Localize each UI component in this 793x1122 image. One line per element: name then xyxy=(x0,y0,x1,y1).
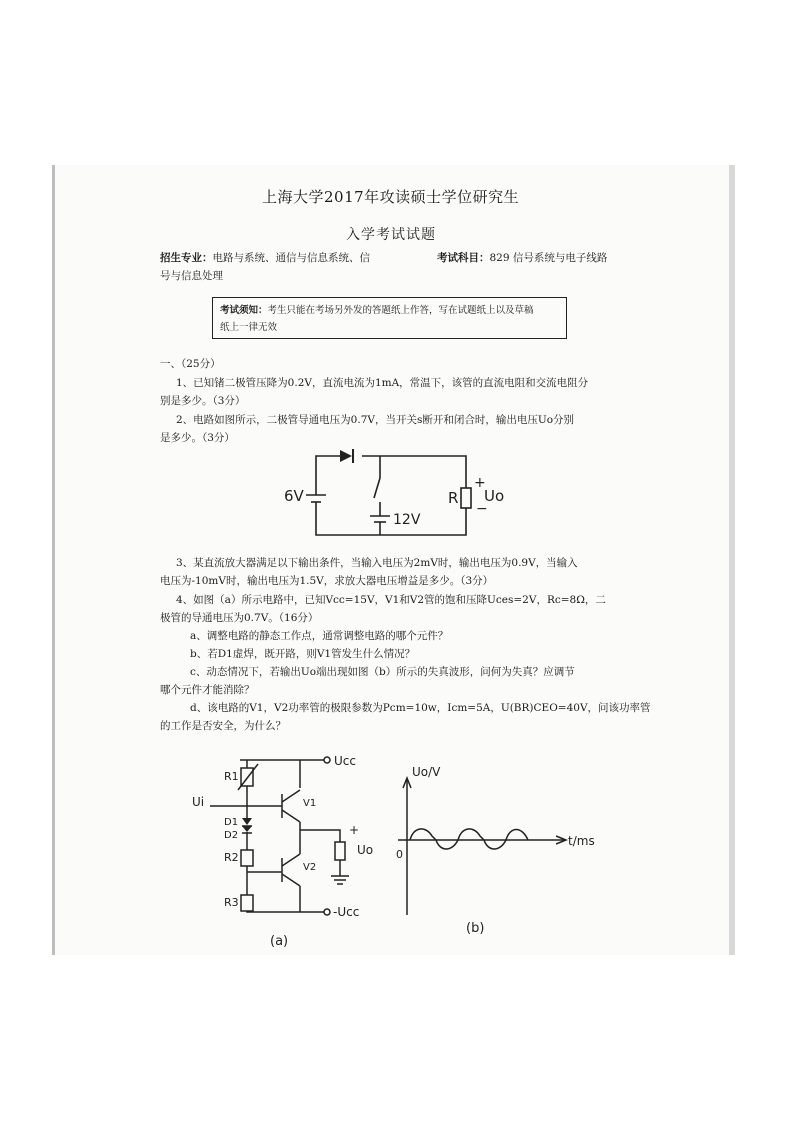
q3-line-1: 3、某直流放大器满足以下输出条件，当输入电压为2mV时，输出电压为0.9V，当输入 xyxy=(176,557,578,569)
exam-title: 上海大学2017年攻读硕士学位研究生 xyxy=(262,188,520,206)
subject-value: 829 信号系统与电子线路 xyxy=(489,252,608,264)
q4-part-c-2: 哪个元件才能消除？ xyxy=(160,684,255,696)
distorted-wave xyxy=(410,829,528,849)
v1-label: V1 xyxy=(303,798,317,809)
q3-line-2: 电压为-10mV时，输出电压为1.5V，求放大器电压增益是多少。（3分） xyxy=(160,575,494,587)
c1-resistor-label: R xyxy=(448,489,459,507)
c1-output-label: Uo xyxy=(484,487,505,505)
section-heading: 一、（25分） xyxy=(160,358,221,370)
vcc-label: Ucc xyxy=(334,754,356,768)
c1-minus: − xyxy=(476,501,488,517)
c1-plus: + xyxy=(474,475,486,491)
major-value: 电路与系统、通信与信息系统、信 xyxy=(212,252,370,264)
subject-label: 考试科目： xyxy=(437,252,490,264)
q2-line-1: 2、电路如图所示，二极管导通电压为0.7V，当开关s断开和闭合时，输出电压Uo分别 xyxy=(176,414,575,426)
q2-line-2: 是多少。（3分） xyxy=(160,432,235,444)
q4-line-1: 4、如图（a）所示电路中，已知Vcc=15V，V1和V2管的饱和压降Uces=2V，Rc=8Ω，二 xyxy=(176,594,606,606)
uo-label: Uo xyxy=(357,843,374,857)
y-axis-label: Uo/V xyxy=(412,765,441,779)
major-value-cont: 号与信息处理 xyxy=(160,270,223,282)
notice-label: 考试须知： xyxy=(220,305,268,316)
neg-vcc-label: -Ucc xyxy=(333,905,360,919)
q4-part-c-1: c、动态情况下，若输出Uo端出现如图（b）所示的失真波形，问何为失真？应调节 xyxy=(190,666,575,678)
caption-a: (a) xyxy=(270,934,289,949)
r3-label: R3 xyxy=(224,896,239,909)
q1-line-2: 别是多少。（3分） xyxy=(160,395,246,407)
caption-b: (b) xyxy=(466,921,485,936)
v2-label: V2 xyxy=(303,862,317,873)
q4-part-a: a、调整电路的静态工作点，通常调整电路的哪个元件？ xyxy=(190,630,449,642)
origin-label: 0 xyxy=(396,848,403,861)
q4-line-2: 极管的导通电压为0.7V。（16分） xyxy=(160,612,319,624)
d1-label: D1 xyxy=(224,817,239,828)
q1-line-1: 1、已知锗二极管压降为0.2V，直流电流为1mA，常温下，该管的直流电阻和交流电阻分 xyxy=(176,377,589,389)
r1-label: R1 xyxy=(224,770,239,783)
major-label: 招生专业： xyxy=(160,252,213,264)
ui-label: Ui xyxy=(192,795,205,809)
c1-battery-label: 12V xyxy=(393,512,421,528)
q4-part-d-2: 的工作是否安全，为什么？ xyxy=(160,720,286,732)
uo-plus: + xyxy=(349,823,360,837)
notice-line-2: 纸上一律无效 xyxy=(220,322,278,333)
exam-subtitle: 入学考试试题 xyxy=(346,227,436,243)
x-axis-label: t/ms xyxy=(568,834,595,848)
q4-part-b: b、若D1虚焊，既开路，则V1管发生什么情况？ xyxy=(190,648,416,660)
notice-text-1: 考生只能在考场另外发的答题纸上作答，写在试题纸上以及草稿 xyxy=(267,305,534,316)
r2-label: R2 xyxy=(224,851,239,864)
q4-part-d-1: d、该电路的V1，V2功率管的极限参数为Pcm=10w，Icm=5A，U(BR)CEO=40V，问该功率管 xyxy=(190,702,651,714)
d2-label: D2 xyxy=(224,830,239,841)
c1-source-label: 6V xyxy=(284,487,304,505)
